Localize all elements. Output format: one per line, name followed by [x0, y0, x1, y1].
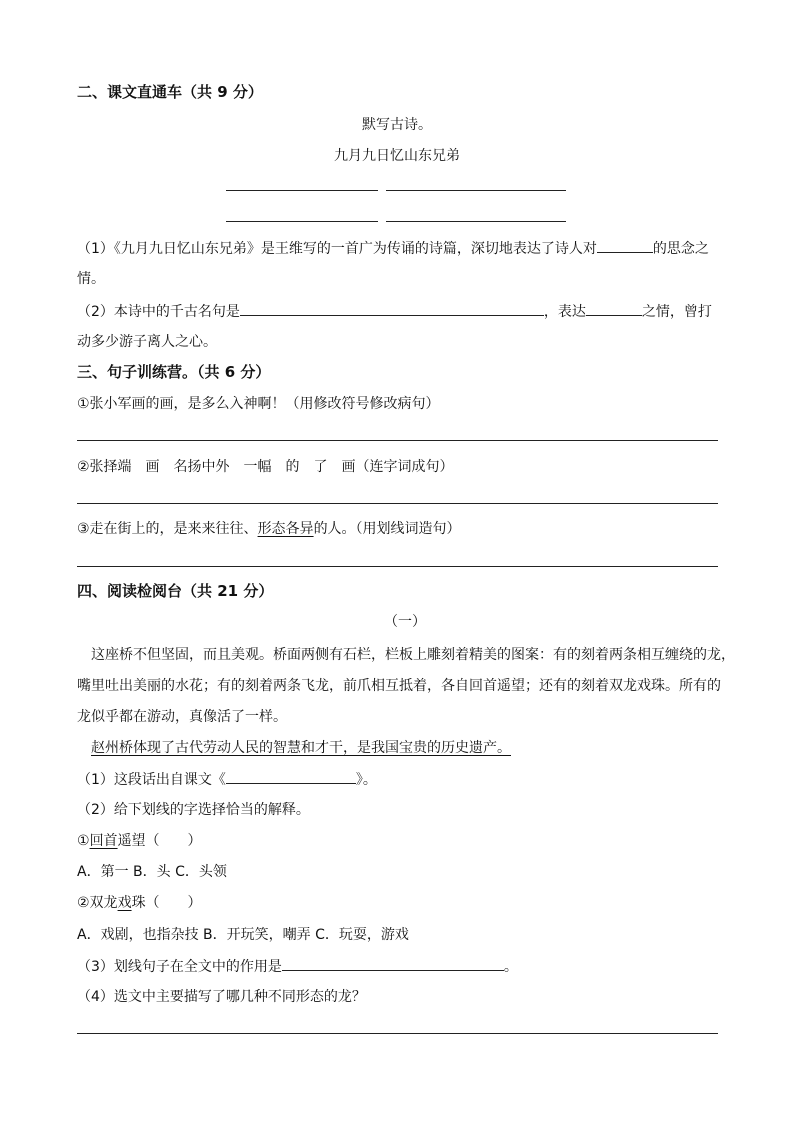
poem-instruction: 默写古诗。 [362, 117, 432, 133]
passage-line-3: 龙似乎都在游动，真像活了一样。 [77, 709, 287, 725]
poem-title: 九月九日忆山东兄弟 [334, 148, 460, 164]
s4-q2-1-underlined: 回首 [89, 833, 118, 849]
s4-q2-1-rest: 遥望（ ） [117, 833, 202, 849]
s4-q1-blank[interactable] [226, 769, 356, 784]
s4-q1-text-b: 》。 [355, 772, 377, 788]
s3-sentence-2: ②张择端 画 名扬中外 一幅 的 了 画（连字词成句） [77, 459, 454, 475]
s4-q1-text-a: （1）这段话出自课文《 [77, 772, 226, 788]
s2-q1-continuation: 情。 [77, 271, 105, 287]
s2-q2-text-b: ，表达 [543, 304, 586, 320]
s4-question-2: （2）给下划线的字选择恰当的解释。 [77, 802, 310, 818]
s4-q2-1-num: ① [77, 833, 90, 849]
s4-q3-blank[interactable] [282, 956, 504, 971]
s3-sentence-3 [77, 519, 461, 539]
s2-q2-text-a: （2）本诗中的千古名句是 [77, 304, 240, 320]
s3-s3-text-a: ③走在街上的，是来来往往、 [77, 521, 258, 537]
s2-question-2 [77, 301, 712, 322]
s3-answer-line-3[interactable] [77, 566, 718, 567]
s2-q1-blank[interactable] [597, 238, 653, 253]
passage-underlined-sentence: 赵州桥体现了古代劳动人民的智慧和才干，是我国宝贵的历史遗产。 [91, 740, 511, 756]
s4-answer-line[interactable] [77, 1033, 718, 1034]
s4-question-4: （4）选文中主要描写了哪几种不同形态的龙？ [77, 989, 366, 1005]
s2-q1-text-a: （1）《九月九日忆山东兄弟》是王维写的一首广为传诵的诗篇，深切地表达了诗人对 [77, 241, 597, 257]
s4-q2-2-num: ②双龙 [77, 895, 118, 911]
passage-line-1: 这座桥不但坚固，而且美观。桥面两侧有石栏，栏板上雕刻着精美的图案：有的刻着两条相互缠绕的龙， [91, 647, 735, 663]
s3-answer-line-2[interactable] [77, 503, 718, 504]
s2-question-1 [77, 238, 709, 259]
section4-heading: 四、阅读检阅台（共 21 分） [77, 582, 274, 600]
s4-q2-item-1-options: A．第一 B．头 C．头领 [77, 864, 227, 880]
s3-sentence-1: ①张小军画的画，是多么入神啊！（用修改符号修改病句） [77, 396, 440, 412]
s4-q2-2-underlined: 戏 [117, 895, 132, 911]
s4-q3-text-b: 。 [503, 959, 518, 975]
poem-line-1a-blank[interactable] [226, 190, 378, 191]
poem-line-1b-blank[interactable] [386, 190, 566, 191]
s4-q2-item-2 [77, 893, 202, 913]
section2-heading: 二、课文直通车（共 9 分） [77, 83, 263, 101]
s3-answer-line-1[interactable] [77, 440, 718, 441]
s4-q2-2-rest: 珠（ ） [131, 895, 202, 911]
section3-heading: 三、句子训练营。（共 6 分） [77, 363, 271, 381]
s2-q1-text-b: 的思念之 [652, 241, 709, 257]
s4-q3-text-a: （3）划线句子在全文中的作用是 [77, 959, 282, 975]
poem-line-2b-blank[interactable] [386, 221, 566, 222]
s2-q2-blank-2[interactable] [586, 301, 642, 316]
s4-q2-item-2-options: A．戏剧，也指杂技 B．开玩笑，嘲弄 C．玩耍，游戏 [77, 927, 409, 943]
s3-underlined-word: 形态各异 [257, 521, 314, 537]
s3-s3-text-c: 的人。（用划线词造句） [313, 521, 461, 537]
s4-question-1 [77, 769, 377, 790]
s2-q2-blank-1[interactable] [240, 301, 544, 316]
passage-line-2: 嘴里吐出美丽的水花；有的刻着两条飞龙，前爪相互抵着，各自回首遥望；还有的刻着双龙戏珠。所有的 [77, 678, 721, 694]
s2-q2-continuation: 动多少游子离人之心。 [77, 334, 217, 350]
poem-line-2a-blank[interactable] [226, 221, 378, 222]
s4-part-label: （一） [384, 614, 426, 630]
s4-question-3 [77, 956, 518, 977]
s4-q2-item-1 [77, 831, 202, 851]
s2-q2-text-c: 之情，曾打 [641, 304, 712, 320]
